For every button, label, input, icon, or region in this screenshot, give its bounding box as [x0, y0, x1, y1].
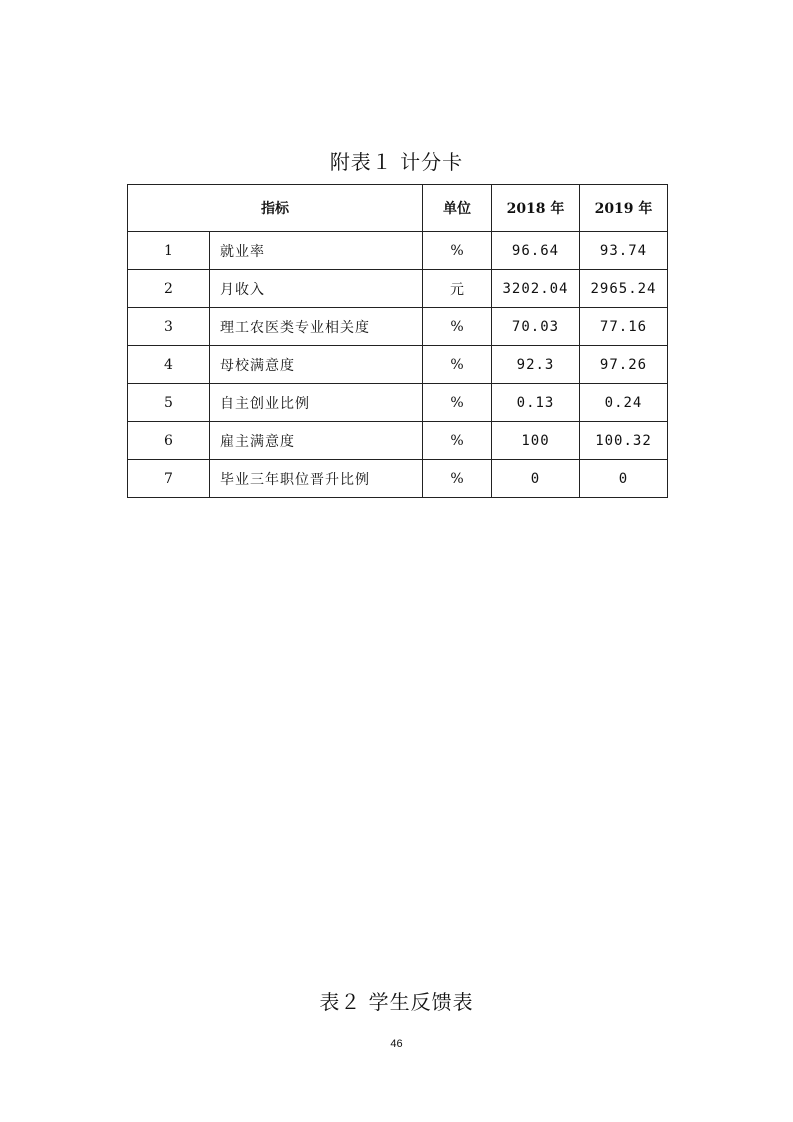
- row-indicator: 毕业三年职位晋升比例: [210, 460, 423, 498]
- row-indicator: 月收入: [210, 270, 423, 308]
- row-value-2019: 77.16: [580, 308, 668, 346]
- row-value-2019: 97.26: [580, 346, 668, 384]
- table-row: [128, 384, 668, 422]
- score-card-table: [127, 184, 668, 498]
- header-2019: 2019 年: [580, 185, 668, 232]
- header-indicator: 指标: [128, 185, 423, 232]
- header-unit: 单位: [423, 185, 492, 232]
- row-value-2018: 70.03: [492, 308, 580, 346]
- row-unit: %: [423, 384, 492, 422]
- row-index: 1: [128, 232, 210, 270]
- row-index: 5: [128, 384, 210, 422]
- row-unit: 元: [423, 270, 492, 308]
- row-indicator: 理工农医类专业相关度: [210, 308, 423, 346]
- row-index: 7: [128, 460, 210, 498]
- row-value-2018: 3202.04: [492, 270, 580, 308]
- row-unit: %: [423, 232, 492, 270]
- row-indicator: 母校满意度: [210, 346, 423, 384]
- header-2018: 2018 年: [492, 185, 580, 232]
- table-row: [128, 422, 668, 460]
- row-unit: %: [423, 460, 492, 498]
- row-index: 4: [128, 346, 210, 384]
- table-row: [128, 308, 668, 346]
- table-title: 附表１ 计分卡: [329, 150, 464, 174]
- table-row: [128, 346, 668, 384]
- row-value-2019: 2965.24: [580, 270, 668, 308]
- page-number: 46: [390, 1038, 403, 1050]
- table-header-row: [128, 185, 668, 232]
- row-unit: %: [423, 346, 492, 384]
- row-value-2019: 100.32: [580, 422, 668, 460]
- row-value-2018: 96.64: [492, 232, 580, 270]
- row-indicator: 就业率: [210, 232, 423, 270]
- row-value-2018: 92.3: [492, 346, 580, 384]
- row-value-2019: 0.24: [580, 384, 668, 422]
- row-value-2018: 0: [492, 460, 580, 498]
- row-index: 3: [128, 308, 210, 346]
- row-indicator: 雇主满意度: [210, 422, 423, 460]
- row-index: 2: [128, 270, 210, 308]
- row-value-2019: 93.74: [580, 232, 668, 270]
- row-value-2018: 0.13: [492, 384, 580, 422]
- table-row: [128, 232, 668, 270]
- row-index: 6: [128, 422, 210, 460]
- row-unit: %: [423, 308, 492, 346]
- table-row: [128, 460, 668, 498]
- table-row: [128, 270, 668, 308]
- row-value-2018: 100: [492, 422, 580, 460]
- table2-title: 表２ 学生反馈表: [319, 990, 474, 1014]
- row-indicator: 自主创业比例: [210, 384, 423, 422]
- row-unit: %: [423, 422, 492, 460]
- row-value-2019: 0: [580, 460, 668, 498]
